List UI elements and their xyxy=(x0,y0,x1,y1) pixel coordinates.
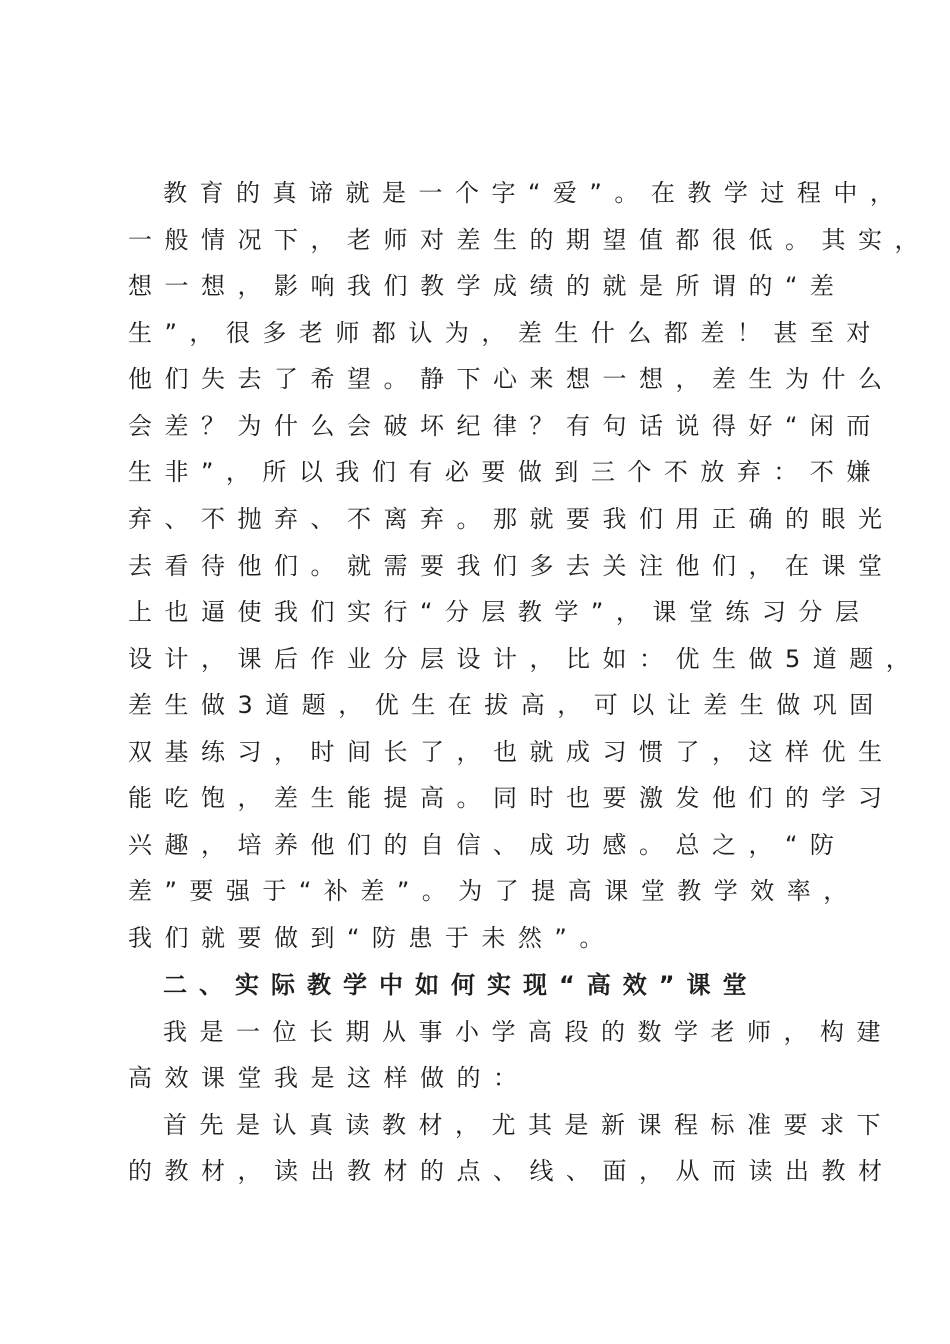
paragraph-line: 的教材，读出教材的点、线、面，从而读出教材 xyxy=(128,1157,895,1185)
paragraph-line: 双基练习，时间长了，也就成习惯了，这样优生 xyxy=(128,738,895,766)
paragraph-line: 我们就要做到“防患于未然”。 xyxy=(128,924,616,952)
paragraph-line: 一般情况下，老师对差生的期望值都很低。其实， xyxy=(128,226,931,254)
paragraph-line: 差生做3道题，优生在拔高，可以让差生做巩固 xyxy=(128,691,886,719)
paragraph-line: 上也逼使我们实行“分层教学”，课堂练习分层 xyxy=(128,598,872,626)
paragraph-line: 教育的真谛就是一个字“爱”。在教学过程中， xyxy=(163,179,907,207)
paragraph-line: 设计，课后作业分层设计，比如：优生做5道题， xyxy=(128,645,923,673)
paragraph-line: 能吃饱，差生能提高。同时也要激发他们的学习 xyxy=(128,784,895,812)
paragraph-line: 差”要强于“补差”。为了提高课堂教学效率， xyxy=(128,877,860,905)
section-heading: 二、实际教学中如何实现“高效”课堂 xyxy=(163,971,759,999)
paragraph-line: 兴趣，培养他们的自信、成功感。总之，“防 xyxy=(128,831,847,859)
paragraph-line: 高效课堂我是这样做的： xyxy=(128,1064,530,1092)
paragraph-line: 他们失去了希望。静下心来想一想，差生为什么 xyxy=(128,365,895,393)
paragraph-line: 去看待他们。就需要我们多去关注他们，在课堂 xyxy=(128,552,895,580)
paragraph-line: 弃、不抛弃、不离弃。那就要我们用正确的眼光 xyxy=(128,505,895,533)
paragraph-line: 首先是认真读教材，尤其是新课程标准要求下 xyxy=(163,1111,893,1139)
paragraph-line: 生非”，所以我们有必要做到三个不放弃：不嫌 xyxy=(128,458,883,486)
paragraph-line: 我是一位长期从事小学高段的数学老师，构建 xyxy=(163,1018,893,1046)
paragraph-line: 生”，很多老师都认为，差生什么都差！甚至对 xyxy=(128,319,883,347)
paragraph-line: 会差？为什么会破坏纪律？有句话说得好“闲而 xyxy=(128,412,883,440)
paragraph-line: 想一想，影响我们教学成绩的就是所谓的“差 xyxy=(128,272,847,300)
